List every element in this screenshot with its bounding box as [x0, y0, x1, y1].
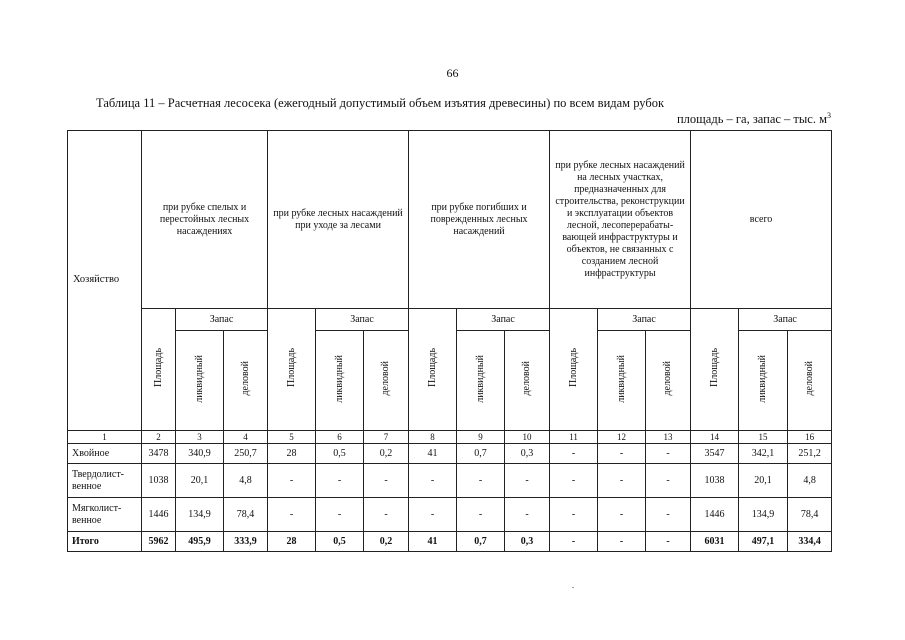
table-cell: -	[646, 464, 691, 498]
liquid-label: ликвидный	[757, 354, 769, 403]
stock-header: Запас	[739, 309, 832, 331]
table-cell: 340,9	[176, 444, 224, 464]
liquid-header	[176, 331, 224, 431]
table-cell: -	[364, 464, 409, 498]
table-cell: -	[598, 464, 646, 498]
business-header	[224, 331, 268, 431]
units-sup: 3	[827, 110, 831, 120]
table-cell: 1446	[142, 498, 176, 532]
header-row-stock	[68, 309, 832, 331]
table-cell: -	[409, 498, 457, 532]
table-cell: -	[505, 498, 550, 532]
area-header	[142, 309, 176, 431]
table-cell: -	[598, 532, 646, 552]
column-number: 11	[550, 431, 598, 444]
table-cell: -	[316, 464, 364, 498]
table-cell: 5962	[142, 532, 176, 552]
area-header	[409, 309, 457, 431]
table-cell: 0,5	[316, 532, 364, 552]
table-cell: -	[505, 464, 550, 498]
farm-header: Хозяйство	[68, 131, 142, 431]
table-cell: 3478	[142, 444, 176, 464]
table-cell: 0,2	[364, 532, 409, 552]
group-header-damaged: при рубке погибших и поврежденных лесных насаждений	[409, 131, 550, 309]
stock-header: Запас	[598, 309, 691, 331]
table-cell: -	[268, 464, 316, 498]
business-label: деловой	[521, 361, 533, 396]
table-cell: 342,1	[739, 444, 788, 464]
liquid-label: ликвидный	[474, 354, 486, 403]
table-cell: 134,9	[739, 498, 788, 532]
area-label: Площадь	[426, 348, 438, 387]
group-header-construction: при рубке лесных насаждений на лесных участках, предназначенных для строительства, реконструкции и эксплуатации объектов лесной, лесоперерабаты-вающей инфраструктуры и объектов, не связанных с созданием лесной инфраструктуры	[550, 131, 691, 309]
stock-header: Запас	[316, 309, 409, 331]
column-number: 16	[788, 431, 832, 444]
column-number: 7	[364, 431, 409, 444]
table-cell: 0,5	[316, 444, 364, 464]
table-cell: 0,3	[505, 444, 550, 464]
group-header-total: всего	[691, 131, 832, 309]
table-cell: 4,8	[788, 464, 832, 498]
column-number: 6	[316, 431, 364, 444]
column-number: 3	[176, 431, 224, 444]
table-cell: 333,9	[224, 532, 268, 552]
table-cell: 1038	[142, 464, 176, 498]
table-row-total	[68, 532, 832, 552]
table-cell: -	[550, 498, 598, 532]
scan-speck	[572, 587, 574, 588]
area-label: Площадь	[285, 348, 297, 387]
table-cell: 0,2	[364, 444, 409, 464]
table-cell: -	[598, 444, 646, 464]
table-cell: 41	[409, 532, 457, 552]
page-number: 66	[446, 66, 459, 80]
table-row-hardwood	[68, 464, 832, 498]
business-header	[505, 331, 550, 431]
table-cell: 0,3	[505, 532, 550, 552]
table-cell: -	[550, 444, 598, 464]
allowable-cut-table	[67, 130, 832, 552]
business-label: деловой	[380, 361, 392, 396]
column-number: 15	[739, 431, 788, 444]
table-cell: -	[598, 498, 646, 532]
table-cell: 78,4	[788, 498, 832, 532]
table-cell: -	[457, 498, 505, 532]
table-cell: 3547	[691, 444, 739, 464]
column-number: 4	[224, 431, 268, 444]
column-number: 14	[691, 431, 739, 444]
business-label: деловой	[803, 361, 815, 396]
table-cell: -	[364, 498, 409, 532]
business-header	[364, 331, 409, 431]
column-number: 13	[646, 431, 691, 444]
table-cell: -	[550, 464, 598, 498]
table-cell: -	[409, 464, 457, 498]
table-cell: 4,8	[224, 464, 268, 498]
table-cell: 497,1	[739, 532, 788, 552]
column-number: 12	[598, 431, 646, 444]
table-cell: 1038	[691, 464, 739, 498]
table-cell: 20,1	[739, 464, 788, 498]
liquid-header	[316, 331, 364, 431]
table-cell: -	[550, 532, 598, 552]
table-row-coniferous	[68, 444, 832, 464]
farm-cell: Хвойное	[68, 444, 142, 464]
header-row-groups	[68, 131, 832, 309]
business-label: деловой	[662, 361, 674, 396]
group-header-thinning: при рубке лесных насаждений при уходе за лесами	[268, 131, 409, 309]
liquid-label: ликвидный	[333, 354, 345, 403]
farm-cell: Мягколист-венное	[68, 498, 142, 532]
business-label: деловой	[239, 361, 251, 396]
column-number: 8	[409, 431, 457, 444]
stock-header: Запас	[457, 309, 550, 331]
column-number: 9	[457, 431, 505, 444]
column-number: 10	[505, 431, 550, 444]
table-cell: 0,7	[457, 444, 505, 464]
table-cell: -	[268, 498, 316, 532]
table-cell: -	[457, 464, 505, 498]
column-number-row	[68, 431, 832, 444]
units-note	[677, 112, 831, 127]
table-cell: 6031	[691, 532, 739, 552]
area-label: Площадь	[567, 348, 579, 387]
area-label: Площадь	[152, 348, 164, 387]
table-caption: Таблица 11 – Расчетная лесосека (ежегодный допустимый объем изъятия древесины) по всем видам рубок	[96, 96, 665, 110]
group-header-mature: при рубке спелых и перестойных лесных насаждениях	[142, 131, 268, 309]
table-cell: 28	[268, 532, 316, 552]
business-header	[788, 331, 832, 431]
table-cell: 251,2	[788, 444, 832, 464]
area-header	[268, 309, 316, 431]
liquid-label: ликвидный	[615, 354, 627, 403]
table-cell: 0,7	[457, 532, 505, 552]
liquid-header	[739, 331, 788, 431]
column-number: 5	[268, 431, 316, 444]
liquid-header	[457, 331, 505, 431]
table-cell: 41	[409, 444, 457, 464]
liquid-label: ликвидный	[193, 354, 205, 403]
column-number: 2	[142, 431, 176, 444]
business-header	[646, 331, 691, 431]
table-cell: 1446	[691, 498, 739, 532]
farm-cell: Твердолист-венное	[68, 464, 142, 498]
table-cell: 20,1	[176, 464, 224, 498]
table-row-softwood	[68, 498, 832, 532]
table-cell: 78,4	[224, 498, 268, 532]
table-cell: 250,7	[224, 444, 268, 464]
stock-header: Запас	[176, 309, 268, 331]
farm-cell: Итого	[68, 532, 142, 552]
area-header	[691, 309, 739, 431]
area-header	[550, 309, 598, 431]
liquid-header	[598, 331, 646, 431]
table-cell: -	[646, 498, 691, 532]
table-cell: 495,9	[176, 532, 224, 552]
area-label: Площадь	[708, 348, 720, 387]
table-cell: 334,4	[788, 532, 832, 552]
table-cell: 134,9	[176, 498, 224, 532]
table-cell: -	[316, 498, 364, 532]
table-cell: -	[646, 532, 691, 552]
table-cell: -	[646, 444, 691, 464]
column-number: 1	[68, 431, 142, 444]
table-cell: 28	[268, 444, 316, 464]
units-text: площадь – га, запас – тыс. м	[676, 112, 827, 126]
